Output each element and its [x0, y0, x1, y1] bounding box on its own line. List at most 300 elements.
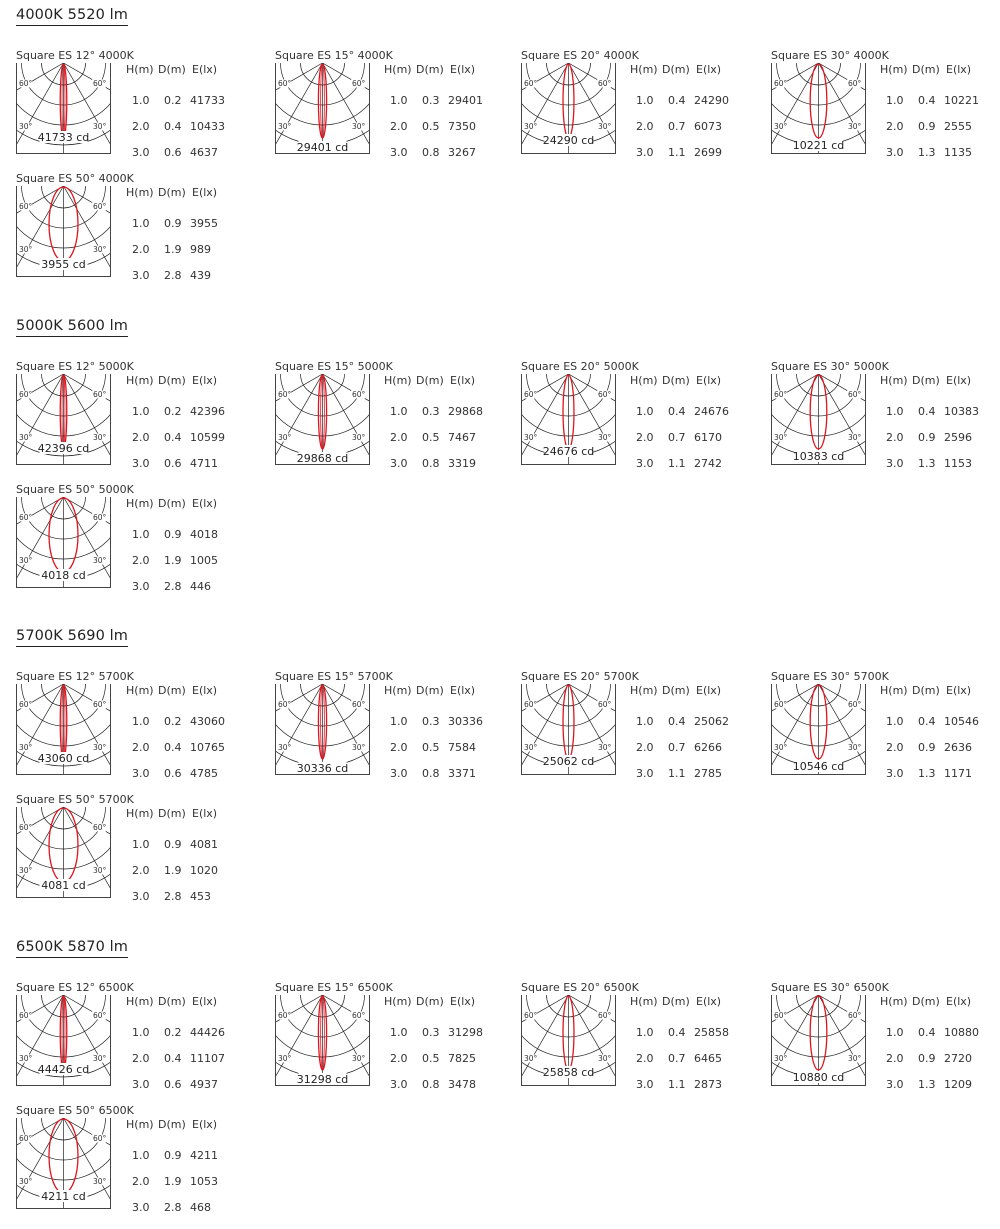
cell-diameter: 0.3	[422, 94, 440, 107]
polar-diagram-svg	[521, 63, 616, 154]
cell-illuminance: 1171	[944, 767, 972, 780]
angle-label-60-left: 60°	[774, 389, 788, 399]
angle-label-30-left: 30°	[19, 743, 33, 752]
polar-diagram-svg	[16, 374, 111, 465]
angle-label-30-left: 30°	[19, 555, 33, 565]
cell-diameter: 1.9	[164, 864, 182, 877]
header-illuminance: E(lx)	[192, 186, 218, 199]
angle-label-30-right: 30°	[93, 122, 107, 131]
cell-illuminance: 7825	[448, 1051, 476, 1065]
angle-label-30-right: 30°	[848, 122, 862, 131]
header-height: H(m)	[126, 373, 154, 387]
polar-diagram-svg	[771, 374, 866, 465]
angle-label-60-right: 60°	[598, 1010, 612, 1020]
angle-label-60-left: 60°	[278, 79, 292, 88]
header-diameter: D(m)	[158, 496, 186, 510]
cell-illuminance: 1005	[190, 553, 218, 567]
cell-diameter: 0.4	[668, 404, 686, 418]
angle-label-30-left: 30°	[774, 432, 788, 442]
cell-height: 1.0	[390, 94, 408, 107]
cell-height: 2.0	[636, 741, 654, 754]
cell-height: 3.0	[886, 146, 904, 159]
angle-label-30-right: 30°	[598, 1053, 612, 1063]
header-illuminance: E(lx)	[192, 373, 218, 387]
block-title: Square ES 20° 5000K	[521, 359, 639, 373]
polar-diagram-svg	[521, 374, 616, 465]
cell-diameter: 0.4	[164, 1051, 182, 1065]
cell-height: 2.0	[636, 1051, 654, 1065]
beam-block	[16, 483, 241, 608]
block-title: Square ES 50° 5000K	[16, 482, 134, 496]
angle-label-60-right: 60°	[93, 1010, 107, 1020]
angle-label-60-right: 60°	[598, 389, 612, 399]
angle-label-30-left: 30°	[524, 1053, 538, 1063]
header-height: H(m)	[630, 994, 658, 1008]
cd-label: 4018 cd	[41, 568, 86, 582]
cell-diameter: 0.7	[668, 741, 686, 754]
polar-diagram-svg	[275, 684, 370, 775]
header-diameter: D(m)	[158, 63, 186, 76]
polar-diagram-svg	[16, 186, 111, 277]
cell-diameter: 0.9	[918, 741, 936, 754]
block-title: Square ES 30° 5000K	[771, 359, 889, 373]
beam-block	[16, 1104, 241, 1229]
cell-height: 1.0	[132, 838, 150, 851]
cell-diameter: 0.9	[918, 120, 936, 133]
header-height: H(m)	[126, 186, 154, 199]
angle-label-60-left: 60°	[278, 700, 292, 709]
angle-label-60-right: 60°	[93, 1133, 107, 1143]
cell-height: 3.0	[390, 456, 408, 470]
header-diameter: D(m)	[662, 373, 690, 387]
cell-height: 1.0	[886, 1025, 904, 1039]
angle-label-30-right: 30°	[93, 555, 107, 565]
cell-illuminance: 11107	[190, 1051, 225, 1065]
angle-label-30-left: 30°	[774, 1053, 788, 1063]
polar-diagram	[771, 995, 866, 1090]
cell-illuminance: 1153	[944, 456, 972, 470]
block-title: Square ES 20° 6500K	[521, 980, 639, 994]
angle-label-60-right: 60°	[848, 700, 862, 709]
angle-label-60-left: 60°	[19, 512, 33, 522]
cell-height: 3.0	[390, 767, 408, 780]
cell-illuminance: 2596	[944, 430, 972, 444]
cell-height: 1.0	[636, 1025, 654, 1039]
angle-label-30-right: 30°	[848, 743, 862, 752]
angle-label-60-right: 60°	[598, 79, 612, 88]
polar-diagram	[521, 374, 616, 469]
header-illuminance: E(lx)	[946, 994, 972, 1008]
angle-label-60-left: 60°	[524, 79, 538, 88]
cell-height: 1.0	[636, 715, 654, 728]
cell-height: 1.0	[132, 1148, 150, 1162]
angle-label-60-right: 60°	[848, 79, 862, 88]
angle-label-60-right: 60°	[848, 389, 862, 399]
cell-diameter: 2.8	[164, 269, 182, 282]
cell-illuminance: 6465	[694, 1051, 722, 1065]
cell-height: 2.0	[390, 1051, 408, 1065]
cell-illuminance: 1053	[190, 1174, 218, 1188]
block-title: Square ES 12° 5000K	[16, 359, 134, 373]
cell-diameter: 0.5	[422, 1051, 440, 1065]
cell-diameter: 0.4	[164, 741, 182, 754]
polar-diagram-svg	[16, 684, 111, 775]
cell-illuminance: 4937	[190, 1077, 218, 1091]
cd-label: 25062 cd	[542, 755, 595, 768]
cell-illuminance: 29401	[448, 94, 483, 107]
header-illuminance: E(lx)	[946, 684, 972, 697]
angle-label-30-left: 30°	[278, 122, 292, 131]
cell-diameter: 1.1	[668, 767, 686, 780]
block-title: Square ES 15° 5000K	[275, 359, 393, 373]
cd-label: 43060 cd	[37, 752, 90, 765]
cell-height: 1.0	[132, 715, 150, 728]
angle-label-30-left: 30°	[19, 122, 33, 131]
angle-label-60-right: 60°	[93, 823, 107, 832]
header-height: H(m)	[126, 994, 154, 1008]
polar-diagram	[16, 374, 111, 469]
header-diameter: D(m)	[158, 373, 186, 387]
cd-label: 29868 cd	[296, 451, 349, 465]
cell-illuminance: 10383	[944, 404, 979, 418]
cell-diameter: 0.9	[164, 527, 182, 541]
cell-diameter: 0.6	[164, 1077, 182, 1091]
cell-height: 2.0	[132, 864, 150, 877]
cell-diameter: 0.3	[422, 1025, 440, 1039]
cd-label: 10880 cd	[792, 1070, 845, 1084]
cell-height: 1.0	[390, 1025, 408, 1039]
cell-illuminance: 7584	[448, 741, 476, 754]
cell-illuminance: 3478	[448, 1077, 476, 1091]
cell-height: 2.0	[390, 430, 408, 444]
polar-diagram	[16, 995, 111, 1090]
cell-illuminance: 10433	[190, 120, 225, 133]
angle-label-30-left: 30°	[278, 743, 292, 752]
angle-label-60-right: 60°	[352, 1010, 366, 1020]
cell-height: 1.0	[132, 217, 150, 230]
cell-height: 1.0	[636, 404, 654, 418]
angle-label-60-right: 60°	[93, 79, 107, 88]
beam-block	[521, 981, 746, 1106]
beam-block	[16, 172, 241, 297]
polar-diagram-svg	[16, 807, 111, 898]
header-height: H(m)	[880, 994, 908, 1008]
cell-height: 3.0	[132, 269, 150, 282]
angle-label-30-right: 30°	[93, 245, 107, 254]
header-diameter: D(m)	[662, 994, 690, 1008]
cell-illuminance: 3955	[190, 217, 218, 230]
cell-height: 2.0	[132, 430, 150, 444]
cd-label: 10546 cd	[792, 760, 845, 773]
cell-height: 3.0	[132, 1200, 150, 1214]
block-title: Square ES 50° 4000K	[16, 172, 134, 185]
cell-illuminance: 42396	[190, 404, 225, 418]
block-title: Square ES 50° 6500K	[16, 1103, 134, 1117]
cd-label: 10383 cd	[792, 449, 845, 463]
polar-diagram	[16, 807, 111, 902]
section-title: 5000K 5600 lm	[16, 317, 128, 337]
cell-illuminance: 25858	[694, 1025, 729, 1039]
cell-illuminance: 10765	[190, 741, 225, 754]
cell-illuminance: 30336	[448, 715, 483, 728]
cell-diameter: 0.3	[422, 715, 440, 728]
header-height: H(m)	[880, 373, 908, 387]
beam-block	[16, 49, 241, 174]
angle-label-30-left: 30°	[524, 122, 538, 131]
cell-diameter: 0.6	[164, 146, 182, 159]
header-height: H(m)	[630, 373, 658, 387]
cell-diameter: 0.6	[164, 767, 182, 780]
polar-diagram	[771, 684, 866, 779]
angle-label-60-left: 60°	[774, 1010, 788, 1020]
cell-illuminance: 2555	[944, 120, 972, 133]
header-height: H(m)	[880, 63, 908, 76]
block-title: Square ES 15° 6500K	[275, 980, 393, 994]
cell-diameter: 1.9	[164, 553, 182, 567]
beam-block	[16, 793, 241, 918]
cell-height: 1.0	[886, 715, 904, 728]
angle-label-60-left: 60°	[524, 1010, 538, 1020]
cell-diameter: 0.4	[668, 1025, 686, 1039]
cell-height: 1.0	[132, 404, 150, 418]
header-diameter: D(m)	[912, 684, 940, 697]
cell-height: 3.0	[636, 1077, 654, 1091]
angle-label-60-right: 60°	[93, 700, 107, 709]
cell-diameter: 0.3	[422, 404, 440, 418]
cell-diameter: 1.1	[668, 1077, 686, 1091]
cell-diameter: 0.9	[164, 217, 182, 230]
angle-label-60-left: 60°	[278, 1010, 292, 1020]
cell-height: 2.0	[132, 1174, 150, 1188]
cell-illuminance: 2742	[694, 456, 722, 470]
cell-diameter: 0.5	[422, 430, 440, 444]
polar-diagram	[16, 684, 111, 779]
cd-label: 4081 cd	[41, 879, 86, 892]
header-height: H(m)	[126, 807, 154, 820]
header-diameter: D(m)	[912, 63, 940, 76]
cell-height: 2.0	[886, 120, 904, 133]
beam-block	[16, 981, 241, 1106]
header-diameter: D(m)	[416, 994, 444, 1008]
angle-label-30-left: 30°	[19, 866, 33, 875]
angle-label-60-right: 60°	[93, 389, 107, 399]
cell-illuminance: 31298	[448, 1025, 483, 1039]
cell-diameter: 0.2	[164, 1025, 182, 1039]
header-diameter: D(m)	[158, 186, 186, 199]
cell-illuminance: 4785	[190, 767, 218, 780]
polar-diagram	[771, 63, 866, 158]
polar-diagram	[16, 497, 111, 592]
angle-label-30-right: 30°	[93, 1053, 107, 1063]
cell-height: 1.0	[886, 94, 904, 107]
beam-block	[521, 360, 746, 485]
cell-diameter: 0.2	[164, 94, 182, 107]
cell-diameter: 0.4	[668, 715, 686, 728]
cell-height: 1.0	[132, 527, 150, 541]
cell-height: 3.0	[132, 146, 150, 159]
beam-block	[771, 670, 996, 795]
cell-height: 1.0	[132, 94, 150, 107]
header-diameter: D(m)	[158, 994, 186, 1008]
header-height: H(m)	[384, 684, 412, 697]
cd-label: 41733 cd	[37, 131, 90, 144]
cd-label: 30336 cd	[296, 762, 349, 775]
header-illuminance: E(lx)	[946, 63, 972, 76]
section-title: 6500K 5870 lm	[16, 938, 128, 958]
cell-height: 3.0	[390, 146, 408, 159]
cell-diameter: 0.8	[422, 1077, 440, 1091]
cell-height: 2.0	[390, 741, 408, 754]
polar-diagram	[275, 63, 370, 158]
cell-height: 1.0	[390, 404, 408, 418]
angle-label-30-right: 30°	[93, 432, 107, 442]
cell-illuminance: 4211	[190, 1148, 218, 1162]
angle-label-30-left: 30°	[19, 1176, 33, 1186]
polar-diagram-svg	[16, 497, 111, 588]
header-illuminance: E(lx)	[450, 684, 476, 697]
header-height: H(m)	[126, 496, 154, 510]
header-height: H(m)	[126, 63, 154, 76]
cell-diameter: 0.4	[668, 94, 686, 107]
polar-diagram	[275, 374, 370, 469]
cell-diameter: 0.4	[918, 715, 936, 728]
header-height: H(m)	[126, 1117, 154, 1131]
cell-diameter: 2.8	[164, 890, 182, 903]
cell-diameter: 0.5	[422, 120, 440, 133]
cell-height: 2.0	[886, 430, 904, 444]
angle-label-60-left: 60°	[524, 700, 538, 709]
polar-diagram	[521, 684, 616, 779]
header-height: H(m)	[384, 373, 412, 387]
angle-label-60-left: 60°	[19, 1133, 33, 1143]
polar-diagram-svg	[16, 1118, 111, 1209]
block-title: Square ES 30° 5700K	[771, 670, 889, 683]
angle-label-30-left: 30°	[278, 432, 292, 442]
cell-diameter: 0.4	[164, 120, 182, 133]
cell-illuminance: 43060	[190, 715, 225, 728]
cell-diameter: 2.8	[164, 1200, 182, 1214]
cd-label: 25858 cd	[542, 1065, 595, 1079]
angle-label-30-right: 30°	[352, 432, 366, 442]
cell-height: 3.0	[636, 456, 654, 470]
cell-diameter: 1.3	[918, 146, 936, 159]
cell-height: 3.0	[636, 146, 654, 159]
block-title: Square ES 30° 4000K	[771, 49, 889, 62]
angle-label-30-right: 30°	[352, 122, 366, 131]
cd-label: 3955 cd	[41, 258, 86, 271]
header-diameter: D(m)	[912, 994, 940, 1008]
polar-diagram	[521, 63, 616, 158]
cell-height: 1.0	[390, 715, 408, 728]
beam-block	[16, 670, 241, 795]
angle-label-30-right: 30°	[352, 1053, 366, 1063]
polar-diagram	[275, 995, 370, 1090]
cell-diameter: 0.9	[918, 430, 936, 444]
angle-label-30-right: 30°	[598, 743, 612, 752]
polar-diagram-svg	[521, 684, 616, 775]
section-title: 5700K 5690 lm	[16, 627, 128, 647]
header-illuminance: E(lx)	[696, 684, 722, 697]
polar-diagram	[275, 684, 370, 779]
cell-illuminance: 6266	[694, 741, 722, 754]
cd-label: 29401 cd	[296, 141, 349, 154]
polar-diagram-svg	[275, 374, 370, 465]
angle-label-30-right: 30°	[848, 1053, 862, 1063]
cell-illuminance: 1135	[944, 146, 972, 159]
header-height: H(m)	[384, 63, 412, 76]
cell-illuminance: 2720	[944, 1051, 972, 1065]
polar-diagram	[16, 63, 111, 158]
header-illuminance: E(lx)	[192, 994, 218, 1008]
cell-height: 2.0	[886, 1051, 904, 1065]
cell-illuminance: 446	[190, 579, 211, 593]
cell-diameter: 1.1	[668, 146, 686, 159]
cell-height: 2.0	[886, 741, 904, 754]
beam-block	[771, 49, 996, 174]
polar-diagram-svg	[771, 63, 866, 154]
header-height: H(m)	[880, 684, 908, 697]
cell-diameter: 0.7	[668, 1051, 686, 1065]
angle-label-60-left: 60°	[19, 1010, 33, 1020]
angle-label-30-right: 30°	[848, 432, 862, 442]
cell-diameter: 0.8	[422, 146, 440, 159]
cell-illuminance: 6073	[694, 120, 722, 133]
cell-illuminance: 989	[190, 243, 211, 256]
cell-illuminance: 4081	[190, 838, 218, 851]
angle-label-30-right: 30°	[598, 122, 612, 131]
polar-diagram	[521, 995, 616, 1090]
beam-block	[275, 49, 500, 174]
cell-illuminance: 10880	[944, 1025, 979, 1039]
cell-height: 3.0	[132, 456, 150, 470]
header-diameter: D(m)	[158, 684, 186, 697]
beam-block	[521, 670, 746, 795]
cell-diameter: 0.9	[918, 1051, 936, 1065]
polar-diagram-svg	[771, 995, 866, 1086]
polar-diagram	[771, 374, 866, 469]
cell-diameter: 1.9	[164, 1174, 182, 1188]
cd-label: 10221 cd	[792, 139, 845, 152]
cell-diameter: 2.8	[164, 579, 182, 593]
header-diameter: D(m)	[416, 373, 444, 387]
block-title: Square ES 20° 4000K	[521, 49, 639, 62]
cell-illuminance: 10599	[190, 430, 225, 444]
cell-illuminance: 7350	[448, 120, 476, 133]
header-illuminance: E(lx)	[450, 63, 476, 76]
header-illuminance: E(lx)	[450, 373, 476, 387]
angle-label-60-left: 60°	[278, 389, 292, 399]
angle-label-60-left: 60°	[774, 700, 788, 709]
cell-diameter: 0.4	[164, 430, 182, 444]
cell-diameter: 1.3	[918, 767, 936, 780]
angle-label-30-left: 30°	[524, 743, 538, 752]
cell-height: 2.0	[132, 553, 150, 567]
header-diameter: D(m)	[416, 684, 444, 697]
cell-illuminance: 24290	[694, 94, 729, 107]
cell-illuminance: 25062	[694, 715, 729, 728]
cell-height: 3.0	[886, 456, 904, 470]
cell-diameter: 0.5	[422, 741, 440, 754]
cell-diameter: 0.8	[422, 456, 440, 470]
cell-height: 2.0	[636, 430, 654, 444]
header-height: H(m)	[126, 684, 154, 697]
beam-block	[275, 360, 500, 485]
header-illuminance: E(lx)	[192, 684, 218, 697]
cd-label: 4211 cd	[41, 1189, 86, 1203]
cell-diameter: 0.2	[164, 715, 182, 728]
block-title: Square ES 20° 5700K	[521, 670, 639, 683]
cell-diameter: 1.3	[918, 1077, 936, 1091]
